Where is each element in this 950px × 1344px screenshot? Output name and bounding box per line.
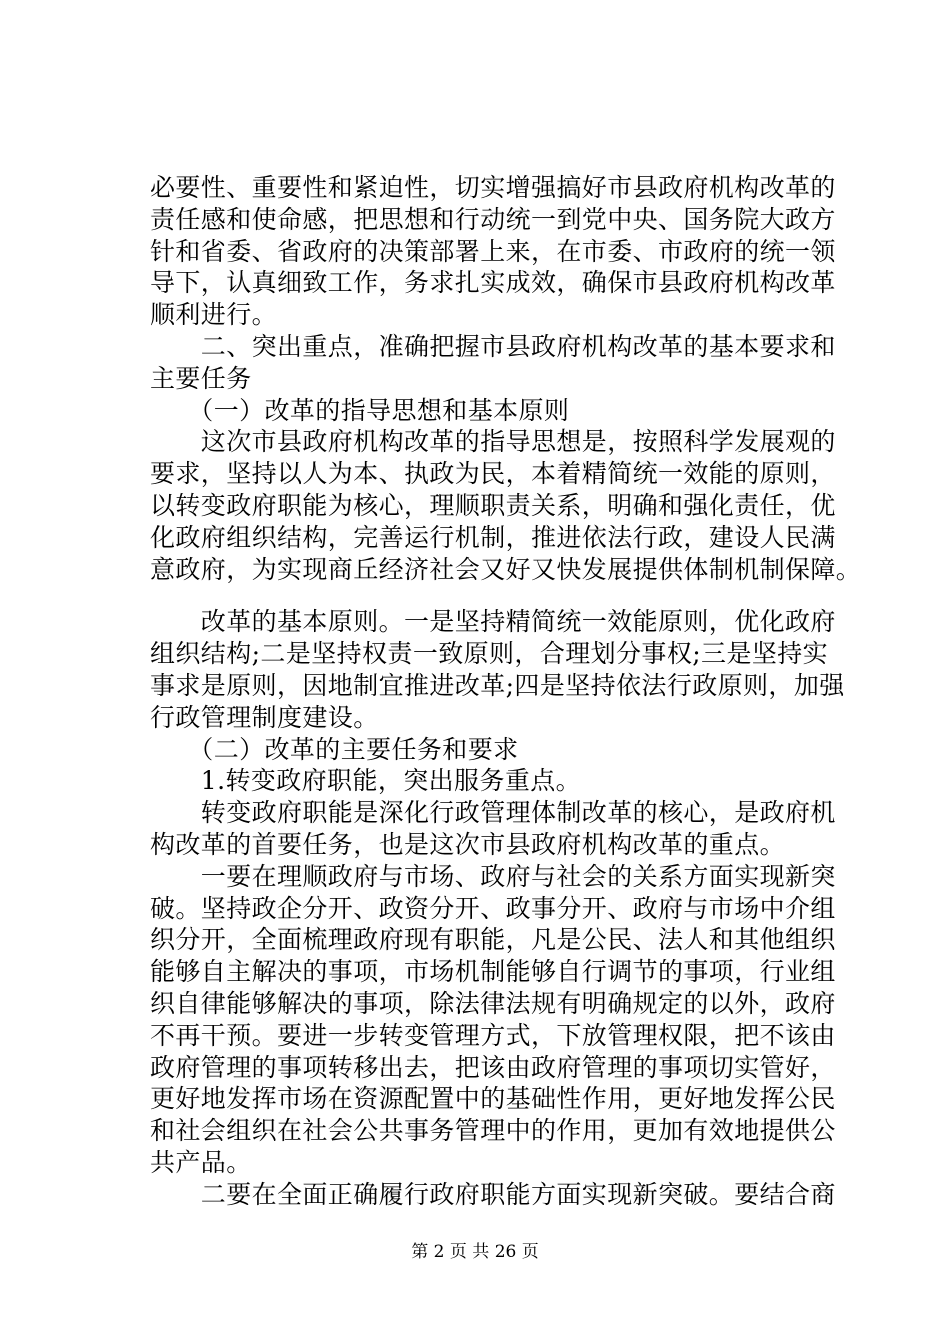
paragraph-gap [150,585,840,606]
subsection-heading: （一）改革的指导思想和基本原则 [150,395,570,425]
text-line: 共产品。 [150,1147,252,1177]
document-body [150,172,862,1211]
text-line: 必要性、重要性和紧迫性，切实增强搞好市县政府机构改革的 [150,173,836,202]
text-line: 责任感和使命感，把思想和行动统一到党中央、国务院大政方 [150,204,836,234]
text-line: 意政府，为实现商丘经济社会又好又快发展提供体制机制保障。 [150,554,862,584]
text-line: 政府管理的事项转移出去，把该由政府管理的事项切实管好， [150,1052,836,1082]
text-line: 破。坚持政企分开、政资分开、政事分开、政府与市场中介组 [150,893,836,923]
text-line: 更好地发挥市场在资源配置中的基础性作用，更好地发挥公民 [150,1084,836,1114]
item-heading: 1.转变政府职能，突出服务重点。 [150,766,582,796]
page-number-footer: 第 2 页 共 26 页 [411,1242,539,1262]
text-line: 行政管理制度建设。 [150,702,379,732]
text-line: 不再干预。要进一步转变管理方式，下放管理权限，把不该由 [150,1020,836,1050]
text-line: 顺利进行。 [150,300,278,330]
text-line: 组织结构;二是坚持权责一致原则，合理划分事权;三是坚持实 [150,639,829,669]
text-line: 要求，坚持以人为本、执政为民，本着精简统一效能的原则， [150,459,836,489]
section-heading-continued: 主要任务 [150,363,252,393]
text-line: 构改革的首要任务，也是这次市县政府机构改革的重点。 [150,829,786,859]
text-line: 改革的基本原则。一是坚持精简统一效能原则，优化政府 [150,607,836,637]
text-line: 织自律能够解决的事项，除法律法规有明确规定的以外，政府 [150,988,836,1018]
text-line: 转变政府职能是深化行政管理体制改革的核心，是政府机 [150,798,836,828]
subsection-heading: （二）改革的主要任务和要求 [150,734,519,764]
text-line: 能够自主解决的事项，市场机制能够自行调节的事项，行业组 [150,957,836,987]
text-line: 事求是原则，因地制宜推进改革;四是坚持依法行政原则，加强 [150,670,845,700]
section-heading: 二、突出重点，准确把握市县政府机构改革的基本要求和 [150,331,836,361]
text-line: 化政府组织结构，完善运行机制，推进依法行政，建设人民满 [150,522,836,552]
text-line: 织分开，全面梳理政府现有职能，凡是公民、法人和其他组织 [150,925,836,955]
text-line: 这次市县政府机构改革的指导思想是，按照科学发展观的 [150,427,836,457]
text-line: 导下，认真细致工作，务求扎实成效，确保市县政府机构改革 [150,268,836,298]
text-line: 以转变政府职能为核心，理顺职责关系，明确和强化责任，优 [150,490,836,520]
text-line: 二要在全面正确履行政府职能方面实现新突破。要结合商 [150,1179,836,1209]
text-line: 和社会组织在社会公共事务管理中的作用，更加有效地提供公 [150,1116,836,1146]
text-line: 一要在理顺政府与市场、政府与社会的关系方面实现新突 [150,861,836,891]
text-line: 针和省委、省政府的决策部署上来，在市委、市政府的统一领 [150,236,836,266]
